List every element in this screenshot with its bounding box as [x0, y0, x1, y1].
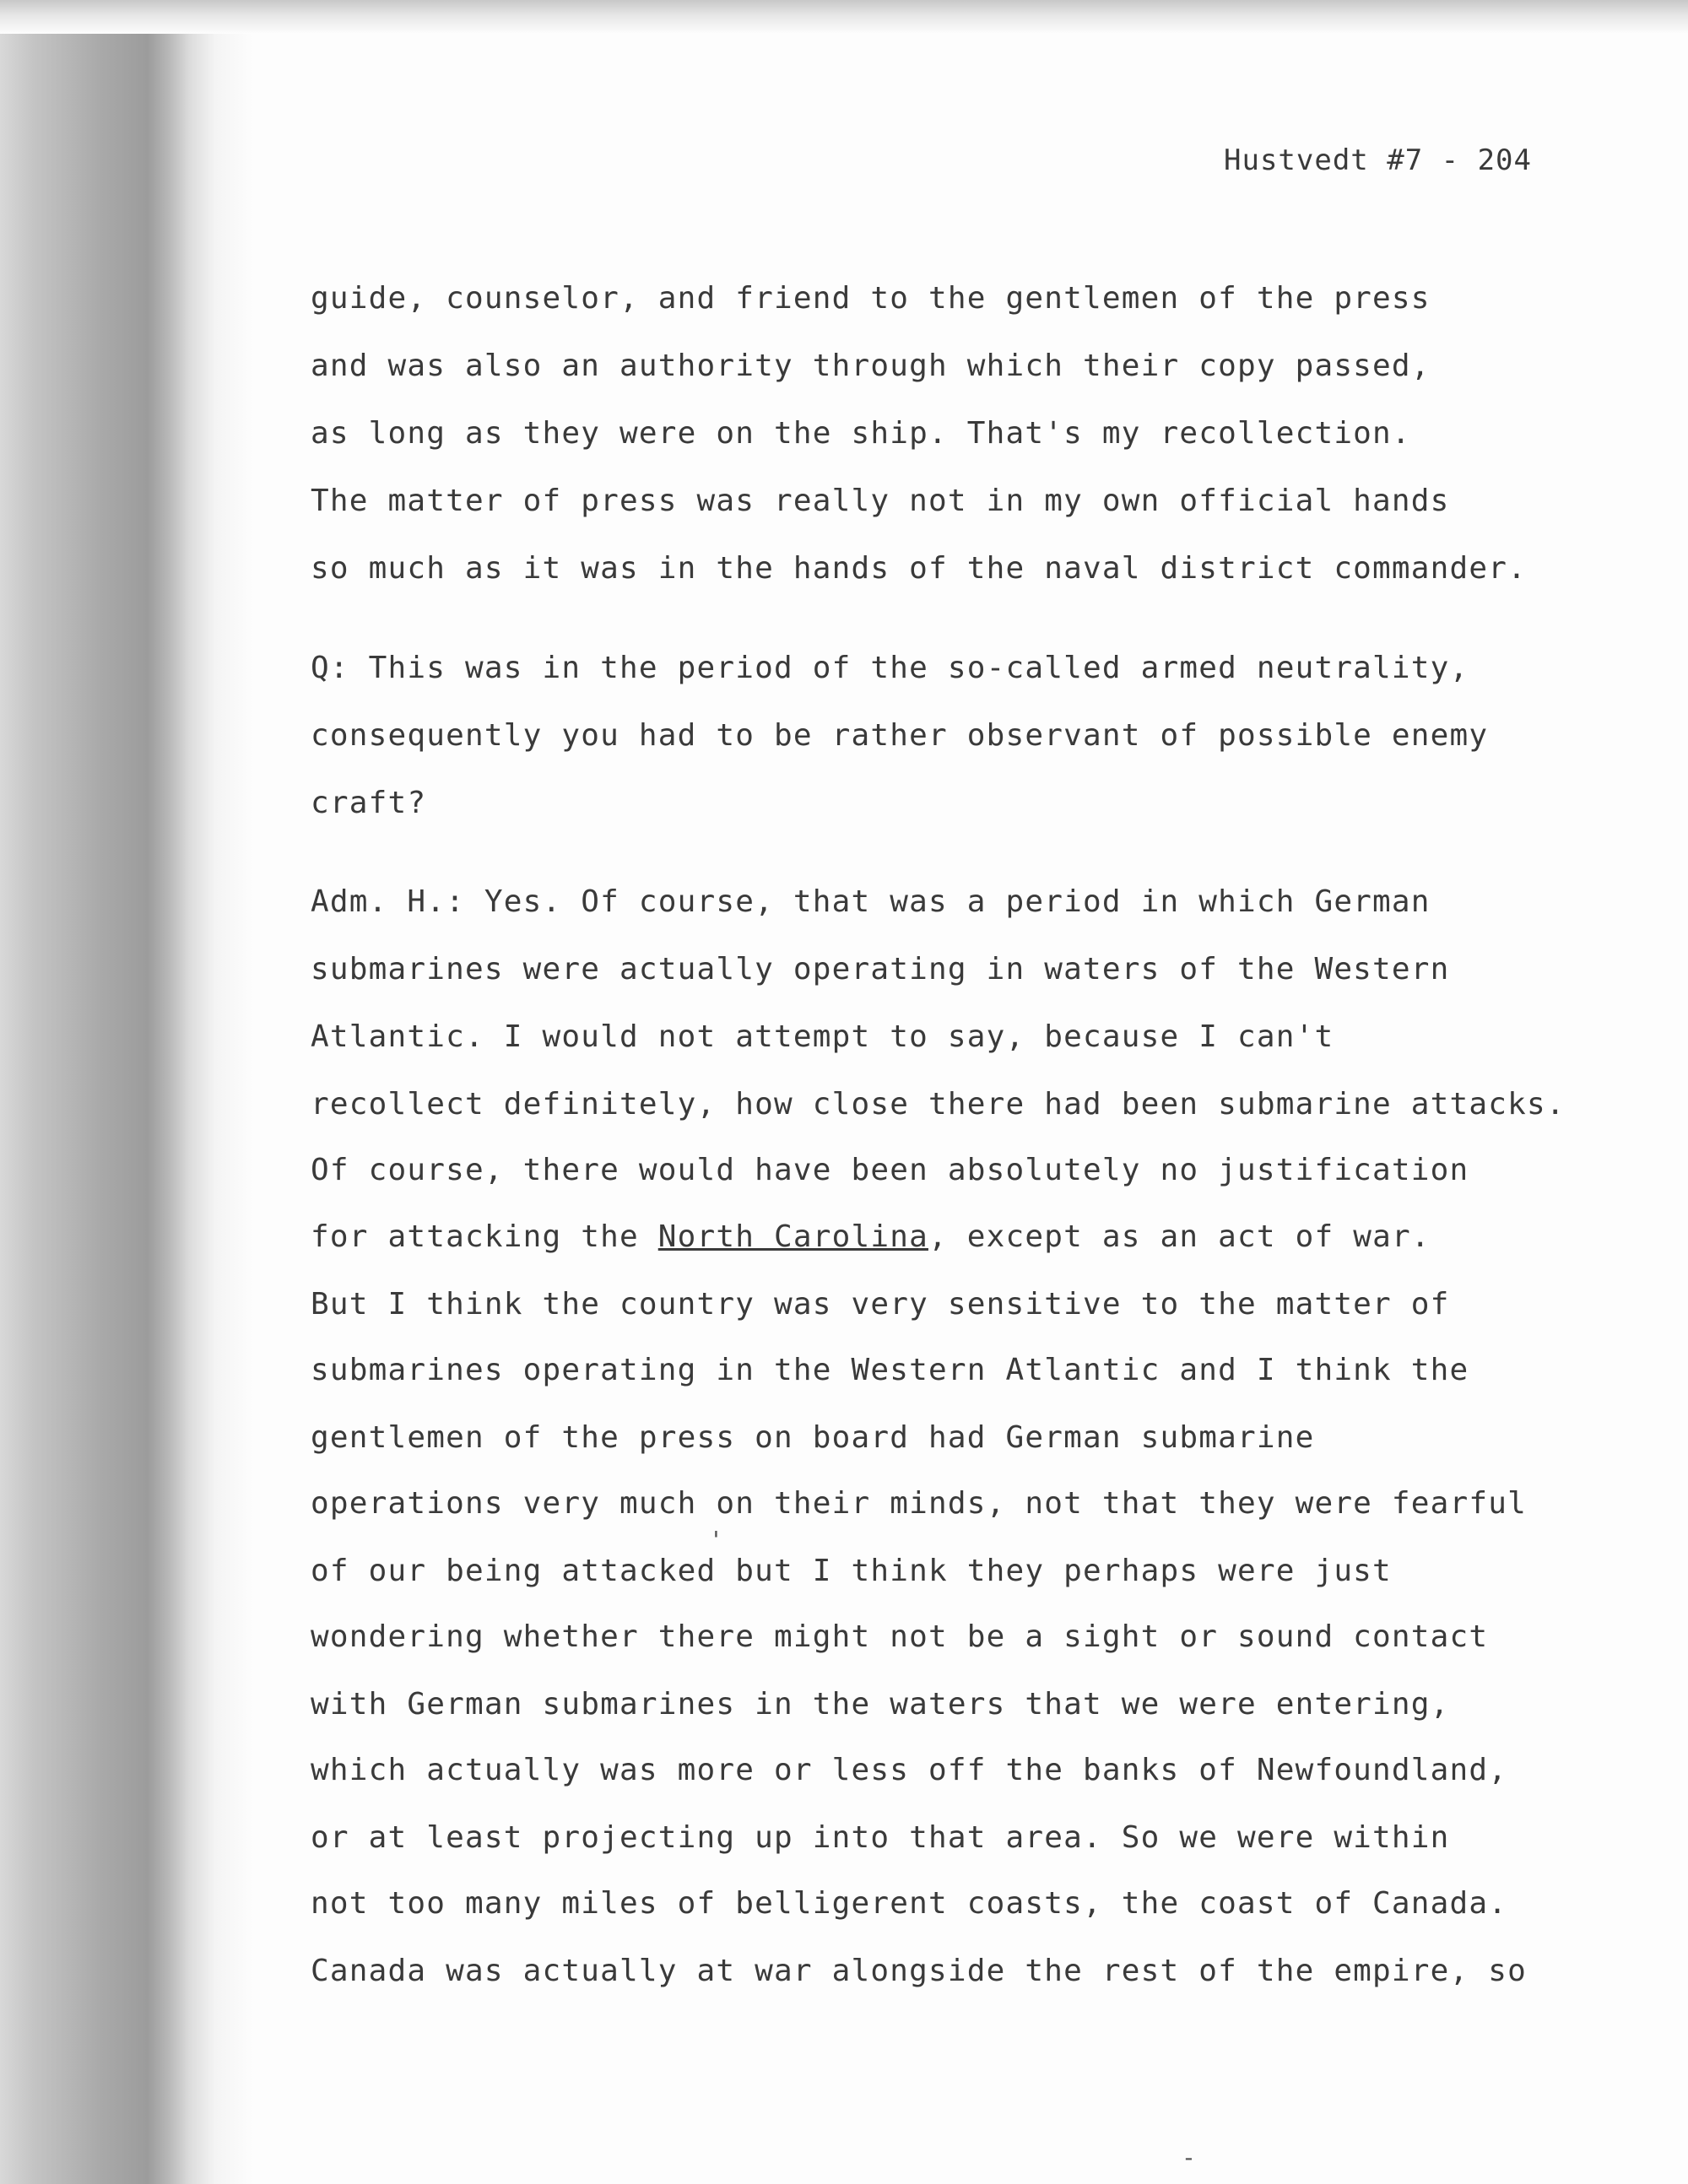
text-line: submarines operating in the Western Atlantic and I think the: [311, 1353, 1469, 1387]
binding-shadow: [0, 0, 253, 2184]
top-edge-shadow: [0, 0, 1688, 34]
text-line: of our being attacked but I think they perhaps were just: [311, 1554, 1392, 1588]
text-line: The matter of press was really not in my own official hands: [311, 484, 1450, 518]
page-header: Hustvedt #7 - 204: [1224, 143, 1532, 177]
text-line: and was also an authority through which their copy passed,: [311, 349, 1431, 383]
text-line: Of course, there would have been absolutely no justification: [311, 1153, 1469, 1187]
text-fragment: for attacking the: [311, 1219, 658, 1254]
text-line: wondering whether there might not be a sight or sound contact: [311, 1619, 1489, 1654]
text-line: guide, counselor, and friend to the gentlemen of the press: [311, 281, 1431, 316]
question-line: Q: This was in the period of the so-called armed neutrality,: [311, 651, 1469, 685]
text-line: which actually was more or less off the banks of Newfoundland,: [311, 1753, 1508, 1787]
text-line: consequently you had to be rather observant of possible enemy: [311, 718, 1489, 753]
text-line: gentlemen of the press on board had German submarine: [311, 1420, 1315, 1455]
text-line: recollect definitely, how close there had been submarine attacks.: [311, 1087, 1566, 1122]
text-line: as long as they were on the ship. That's my recollection.: [311, 416, 1411, 451]
text-line: not too many miles of belligerent coasts, the coast of Canada.: [311, 1886, 1508, 1921]
stray-mark: ': [709, 1526, 723, 1554]
text-line: with German submarines in the waters that we were entering,: [311, 1687, 1450, 1722]
text-line: Atlantic. I would not attempt to say, because I can't: [311, 1019, 1334, 1054]
text-line: But I think the country was very sensitive to the matter of: [311, 1287, 1450, 1322]
text-line: or at least projecting up into that area. So we were within: [311, 1820, 1450, 1855]
text-line: so much as it was in the hands of the naval district commander.: [311, 551, 1528, 586]
text-line: Canada was actually at war alongside the rest of the empire, so: [311, 1954, 1528, 1988]
ship-name-underlined: North Carolina: [657, 1219, 928, 1254]
text-line: craft?: [311, 786, 427, 820]
text-line: submarines were actually operating in waters of the Western: [311, 952, 1450, 987]
text-line: operations very much on their minds, not that they were fearful: [311, 1486, 1528, 1521]
text-line: [311, 1217, 1627, 1257]
stray-mark: -: [1182, 2143, 1196, 2171]
answer-line: Adm. H.: Yes. Of course, that was a period in which German: [311, 884, 1431, 919]
text-fragment: , except as an act of war.: [928, 1219, 1431, 1254]
